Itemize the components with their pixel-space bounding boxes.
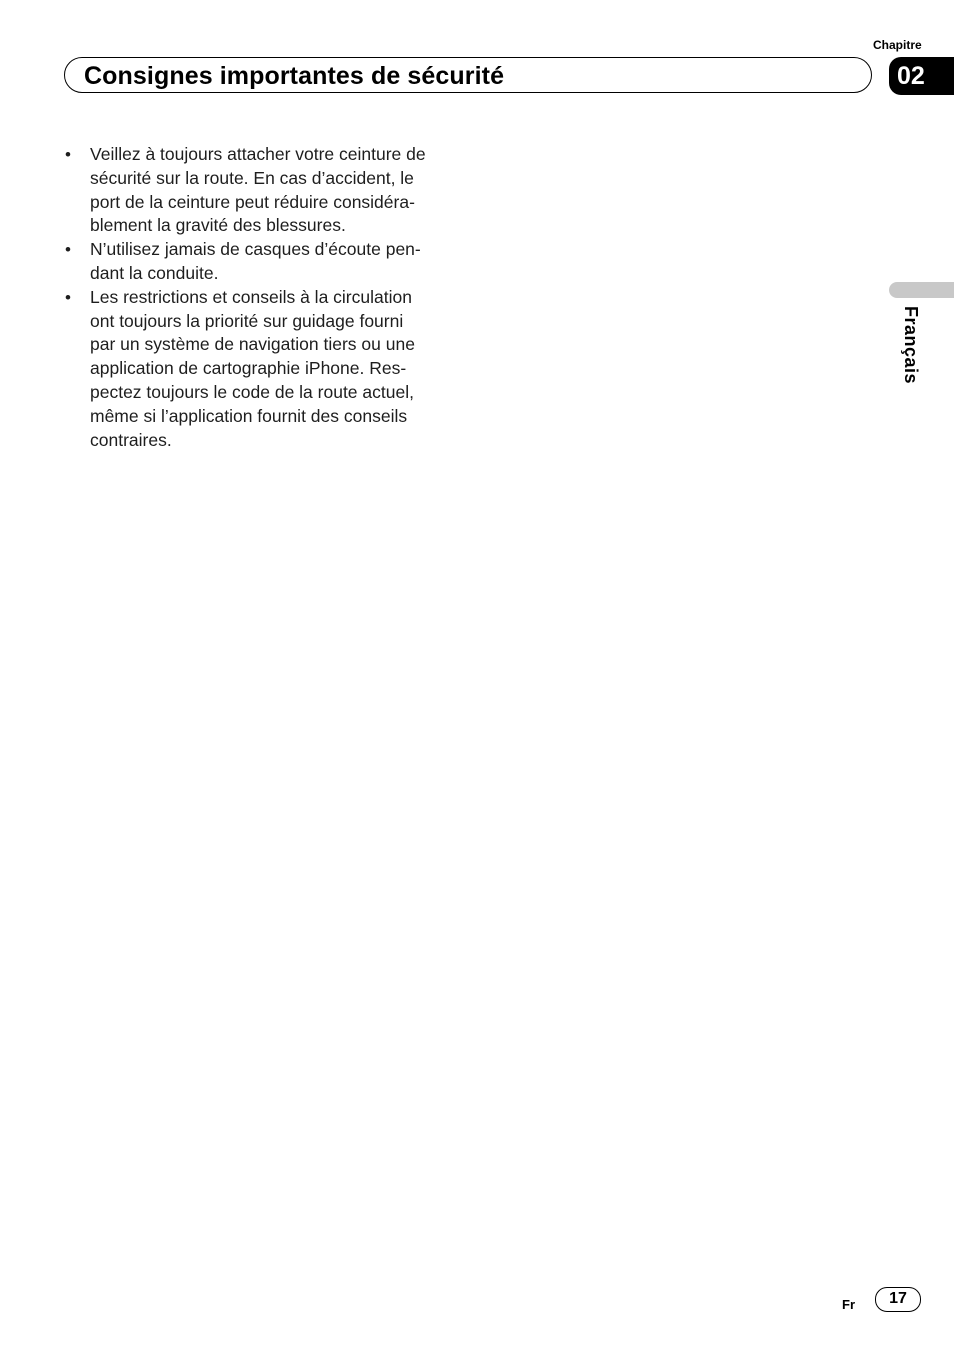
bullet-line: contraires. [90,429,172,450]
bullet-marker: • [65,145,71,164]
language-tab [889,282,954,298]
bullet-marker: • [65,287,71,307]
chapter-number: 02 [897,62,925,90]
bullet-line: sécurité sur la route. En cas d’accident, le [90,167,414,188]
bullet-line: blement la gravité des blessures. [90,215,346,236]
bullet-line: application de cartographie iPhone. Res- [90,358,407,379]
bullet-line: Veillez à toujours attacher votre ceinture de [90,144,426,164]
bullet-line: pectez toujours le code de la route actuel, [90,381,414,402]
bullet-item-headphones [62,238,462,286]
bullet-item-seatbelt [62,143,462,238]
safety-bullet-list [62,143,462,452]
bullet-line: port de la ceinture peut réduire considéra- [90,191,415,212]
bullet-line: Les restrictions et conseils à la circulation [90,286,412,307]
bullet-line: N’utilisez jamais de casques d’écoute pen- [90,239,421,260]
footer-language-code: Fr [842,1297,855,1312]
bullet-line: par un système de navigation tiers ou une [90,334,415,355]
bullet-item-traffic-rules [62,286,462,453]
bullet-line: même si l’application fournit des conseils [90,405,408,426]
page-title: Consignes importantes de sécurité [84,62,505,90]
bullet-line: dant la conduite. [90,262,219,283]
language-label: Français [901,306,921,385]
bullet-marker: • [65,240,71,260]
bullet-line: ont toujours la priorité sur guidage fourni [90,310,404,331]
chapter-label: Chapitre [873,38,922,52]
page-number: 17 [875,1287,921,1312]
